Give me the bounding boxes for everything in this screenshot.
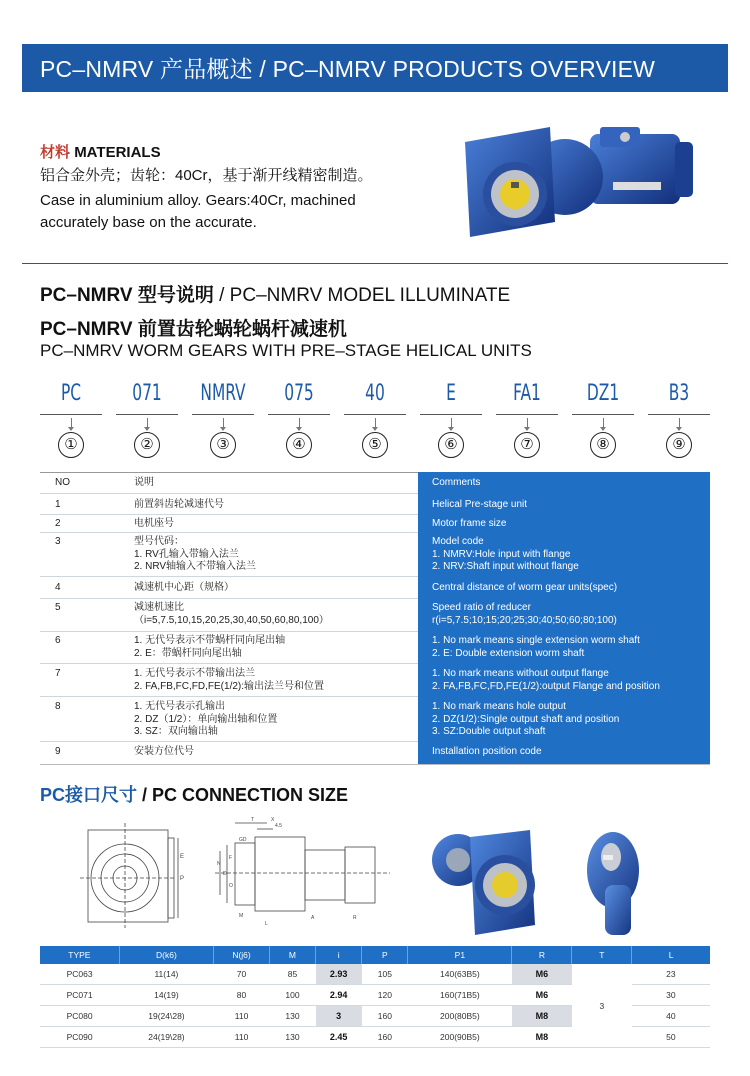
- connection-heading: [40, 781, 348, 807]
- cell-p1: 160(71B5): [408, 985, 512, 1006]
- col-header-no: NO: [55, 477, 70, 488]
- code-underline: [496, 414, 558, 415]
- code-underline: [116, 414, 178, 415]
- cell-n: 70: [214, 964, 270, 985]
- cell-p1: 200(90B5): [408, 1027, 512, 1048]
- code-underline: [648, 414, 710, 415]
- dim-label: E: [180, 854, 185, 860]
- marker-8: ⑧: [590, 432, 616, 458]
- row-no: 2: [55, 518, 61, 529]
- row-comment: 1. No mark means without output flange 2. FA,FB,FC,FD,FE(1/2):output Flange and position: [432, 668, 660, 692]
- cell-l: 40: [632, 1006, 710, 1027]
- row-desc: 电机座号: [134, 518, 174, 529]
- row-no: 8: [55, 701, 61, 712]
- dim-label: GD: [239, 837, 247, 843]
- row-desc: 减速机速比 （i=5,7.5,10,15,20,25,30,40,50,60,80,100）: [134, 602, 329, 626]
- code-underline: [420, 414, 482, 415]
- connection-heading-en: / PC CONNECTION SIZE: [142, 785, 349, 805]
- cell-i: 2.94: [316, 985, 362, 1006]
- arrow-down-icon: [220, 427, 226, 431]
- materials-title-en: MATERIALS: [74, 144, 161, 161]
- cell-d: 19(24\28): [119, 1006, 213, 1027]
- cell-d: 24(19\28): [119, 1027, 213, 1048]
- code-underline: [268, 414, 330, 415]
- code-underline: [572, 414, 634, 415]
- dim-label: O: [229, 883, 233, 889]
- dim-label: T: [251, 817, 255, 823]
- dim-label: N: [217, 861, 221, 867]
- row-desc: 型号代码： 1. RV孔输入带输入法兰 2. NRV轴输入不带输入法兰: [134, 536, 257, 572]
- row-comment: Motor frame size: [432, 518, 507, 529]
- cell-m: 130: [269, 1027, 315, 1048]
- cell-r: M6: [512, 964, 572, 985]
- dim-label: M: [239, 913, 244, 919]
- marker-6: ⑥: [438, 432, 464, 458]
- col-header-comments: Comments: [432, 477, 481, 488]
- drawing-side-view: [215, 815, 395, 933]
- dim-label: 4.5: [275, 823, 282, 829]
- col-header: M: [269, 946, 315, 964]
- materials-line-en-2: accurately base on the accurate.: [40, 214, 257, 231]
- col-header: D(k6): [119, 946, 213, 964]
- code-6: E: [446, 381, 456, 406]
- cell-i: 3: [316, 1006, 362, 1027]
- row-no: 6: [55, 635, 61, 646]
- marker-3: ③: [210, 432, 236, 458]
- cell-l: 30: [632, 985, 710, 1006]
- row-no: 3: [55, 536, 61, 547]
- code-3: NMRV: [200, 381, 246, 406]
- section-divider: [22, 263, 728, 264]
- col-header-desc: 说明: [134, 477, 154, 488]
- model-heading: [40, 280, 510, 307]
- row-comment: Installation position code: [432, 746, 542, 757]
- row-divider: [40, 532, 418, 533]
- marker-7: ⑦: [514, 432, 540, 458]
- materials-line-en-1: Case in aluminium alloy. Gears:40Cr, machined: [40, 192, 356, 209]
- code-1: PC: [60, 381, 82, 406]
- dim-label: L: [265, 921, 268, 927]
- col-header: P: [362, 946, 408, 964]
- dim-label: R: [353, 915, 357, 921]
- marker-2: ②: [134, 432, 160, 458]
- model-subheading-cn: PC–NMRV 前置齿轮蜗轮蜗杆减速机: [40, 319, 347, 340]
- cell-m: 85: [269, 964, 315, 985]
- cell-l: 50: [632, 1027, 710, 1048]
- page-title-banner: [22, 44, 728, 92]
- cell-p: 120: [362, 985, 408, 1006]
- marker-9: ⑨: [666, 432, 692, 458]
- row-desc: 1. 无代号表示孔输出 2. DZ（1/2）：单向输出轴和位置 3. SZ：双向输出轴: [134, 701, 278, 737]
- arrow-down-icon: [144, 427, 150, 431]
- arrow-down-icon: [296, 427, 302, 431]
- code-underline: [192, 414, 254, 415]
- cell-i: 2.45: [316, 1027, 362, 1048]
- materials-line-cn: 铝合金外壳；齿轮：40Cr，基于渐开线精密制造。: [40, 167, 373, 184]
- cell-n: 110: [214, 1027, 270, 1048]
- dim-label: F: [229, 855, 233, 861]
- row-desc: 1. 无代号表示不带输出法兰 2. FA,FB,FC,FD,FE(1/2):输出法兰号和位置: [134, 668, 325, 692]
- row-comment: Central distance of worm gear units(spec): [432, 582, 618, 593]
- cell-r: M8: [512, 1027, 572, 1048]
- cell-i: 2.93: [316, 964, 362, 985]
- code-2: 071: [132, 381, 162, 406]
- code-4: 075: [284, 381, 314, 406]
- dim-label: A: [311, 915, 315, 921]
- dim-label: D: [223, 871, 227, 877]
- row-divider: [40, 598, 418, 599]
- row-no: 5: [55, 602, 61, 613]
- row-desc: 安装方位代号: [134, 746, 194, 757]
- row-no: 9: [55, 746, 61, 757]
- row-divider: [40, 576, 418, 577]
- col-header: TYPE: [40, 946, 119, 964]
- cell-n: 80: [214, 985, 270, 1006]
- materials-title: [40, 141, 161, 162]
- arrow-down-icon: [448, 427, 454, 431]
- arrow-down-icon: [68, 427, 74, 431]
- dim-label: X: [271, 817, 275, 823]
- connection-size-table: [40, 946, 710, 1048]
- cell-d: 14(19): [119, 985, 213, 1006]
- cell-m: 100: [269, 985, 315, 1006]
- row-divider: [40, 631, 418, 632]
- cell-t: 3: [572, 964, 632, 1048]
- cell-d: 11(14): [119, 964, 213, 985]
- col-header: P1: [408, 946, 512, 964]
- code-underline: [40, 414, 102, 415]
- row-no: 1: [55, 499, 61, 510]
- arrow-down-icon: [524, 427, 530, 431]
- row-no: 7: [55, 668, 61, 679]
- row-comment: 1. No mark means hole output 2. DZ(1/2):Single output shaft and position 3. SZ:Double output shaft: [432, 701, 620, 737]
- product-photo-gearmotor: [455, 112, 730, 252]
- row-divider: [40, 696, 418, 697]
- page-title: PC–NMRV 产品概述 / PC–NMRV PRODUCTS OVERVIEW: [40, 56, 656, 82]
- table-bottom-rule: [40, 764, 710, 765]
- cell-p1: 140(63B5): [408, 964, 512, 985]
- cell-type: PC071: [40, 985, 119, 1006]
- row-comment: Speed ratio of reducer r(i=5,7.5;10;15;20;25;30;40;50;60;80;100): [432, 602, 617, 626]
- row-desc: 前置斜齿轮减速代号: [134, 499, 224, 510]
- marker-4: ④: [286, 432, 312, 458]
- arrow-down-icon: [676, 427, 682, 431]
- row-divider: [40, 741, 418, 742]
- row-comment: Helical Pre-stage unit: [432, 499, 528, 510]
- col-header: L: [632, 946, 710, 964]
- cell-r: M8: [512, 1006, 572, 1027]
- row-desc: 1. 无代号表示不带蜗杆同向尾出轴 2. E：带蜗杆同向尾出轴: [134, 635, 286, 659]
- connection-heading-cn: PC接口尺寸: [40, 785, 138, 805]
- code-7: FA1: [513, 381, 541, 406]
- code-8: DZ1: [586, 381, 620, 406]
- cell-r: M6: [512, 985, 572, 1006]
- materials-title-cn: 材料: [40, 144, 71, 161]
- product-photo-input-flange: [575, 825, 645, 940]
- col-header: R: [512, 946, 572, 964]
- cell-n: 110: [214, 1006, 270, 1027]
- row-desc: 减速机中心距（规格）: [134, 582, 234, 593]
- dim-label: P: [180, 876, 185, 882]
- cell-type: PC090: [40, 1027, 119, 1048]
- cell-type: PC063: [40, 964, 119, 985]
- marker-1: ①: [58, 432, 84, 458]
- table-row: [40, 964, 710, 985]
- code-5: 40: [365, 381, 385, 406]
- col-header: T: [572, 946, 632, 964]
- table-header-row: [40, 946, 710, 964]
- table-top-rule: [40, 472, 418, 473]
- model-subheading-en: PC–NMRV WORM GEARS WITH PRE–STAGE HELICAL UNITS: [40, 341, 532, 360]
- row-comment: 1. No mark means single extension worm shaft 2. E: Double extension worm shaft: [432, 635, 640, 659]
- drawing-front-view: [80, 818, 190, 933]
- row-divider: [40, 514, 418, 515]
- cell-p: 160: [362, 1006, 408, 1027]
- cell-l: 23: [632, 964, 710, 985]
- row-comment: Model code 1. NMRV:Hole input with flange 2. NRV:Shaft input without flange: [432, 536, 579, 572]
- model-heading-en: / PC–NMRV MODEL ILLUMINATE: [219, 285, 511, 306]
- col-header: i: [316, 946, 362, 964]
- product-photo-worm-gearbox: [430, 825, 540, 940]
- col-header: N(j6): [214, 946, 270, 964]
- model-heading-cn: PC–NMRV 型号说明: [40, 285, 214, 306]
- cell-p1: 200(80B5): [408, 1006, 512, 1027]
- cell-m: 130: [269, 1006, 315, 1027]
- cell-p: 105: [362, 964, 408, 985]
- marker-5: ⑤: [362, 432, 388, 458]
- row-divider: [40, 493, 418, 494]
- arrow-down-icon: [372, 427, 378, 431]
- cell-p: 160: [362, 1027, 408, 1048]
- code-9: B3: [668, 381, 690, 406]
- arrow-down-icon: [600, 427, 606, 431]
- row-no: 4: [55, 582, 61, 593]
- row-divider: [40, 663, 418, 664]
- code-underline: [344, 414, 406, 415]
- cell-type: PC080: [40, 1006, 119, 1027]
